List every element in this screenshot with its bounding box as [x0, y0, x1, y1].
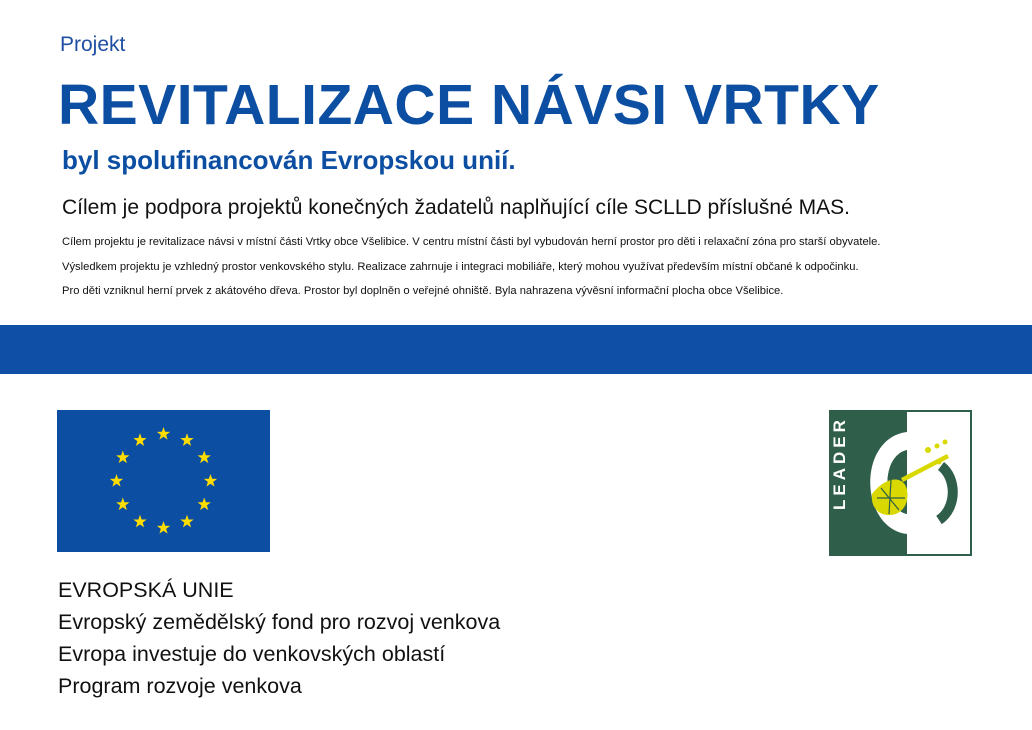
description-line-2: Výsledkem projektu je vzhledný prostor venkovského stylu. Realizace zahrnuje i integraci mobiliáře, který mohou využívat především místní občané k odpočinku. — [62, 261, 859, 273]
leader-logo — [829, 410, 972, 556]
pretitle: Projekt — [60, 33, 126, 56]
leader-logo-panel — [907, 412, 970, 554]
page-title: REVITALIZACE NÁVSI VRTKY — [58, 73, 880, 137]
footer-line-4: Program rozvoje venkova — [58, 674, 302, 698]
footer-line-1: EVROPSKÁ UNIE — [58, 578, 234, 602]
footer-line-3: Evropa investuje do venkovských oblastí — [58, 642, 446, 666]
description-line-3: Pro děti vzniknul herní prvek z akátového dřeva. Prostor byl doplněn o veřejné ohniště. Byla nahrazena vývěsní informační plocha obce Všelibice. — [62, 285, 784, 297]
footer-line-2: Evropský zemědělský fond pro rozvoj venkova — [58, 610, 501, 634]
description-line-1: Cílem projektu je revitalizace návsi v místní části Vrtky obce Všelibice. V centru místní části byl vybudován herní prostor pro děti i relaxační zóna pro starší obyvatele. — [62, 236, 881, 248]
eu-flag-icon — [57, 410, 270, 552]
subtitle: byl spolufinancován Evropskou unií. — [62, 145, 516, 175]
leader-text: LEADER — [830, 416, 849, 510]
blue-band — [0, 325, 1032, 374]
aim-text: Cílem je podpora projektů konečných žadatelů naplňující cíle SCLLD příslušné MAS. — [62, 196, 850, 219]
